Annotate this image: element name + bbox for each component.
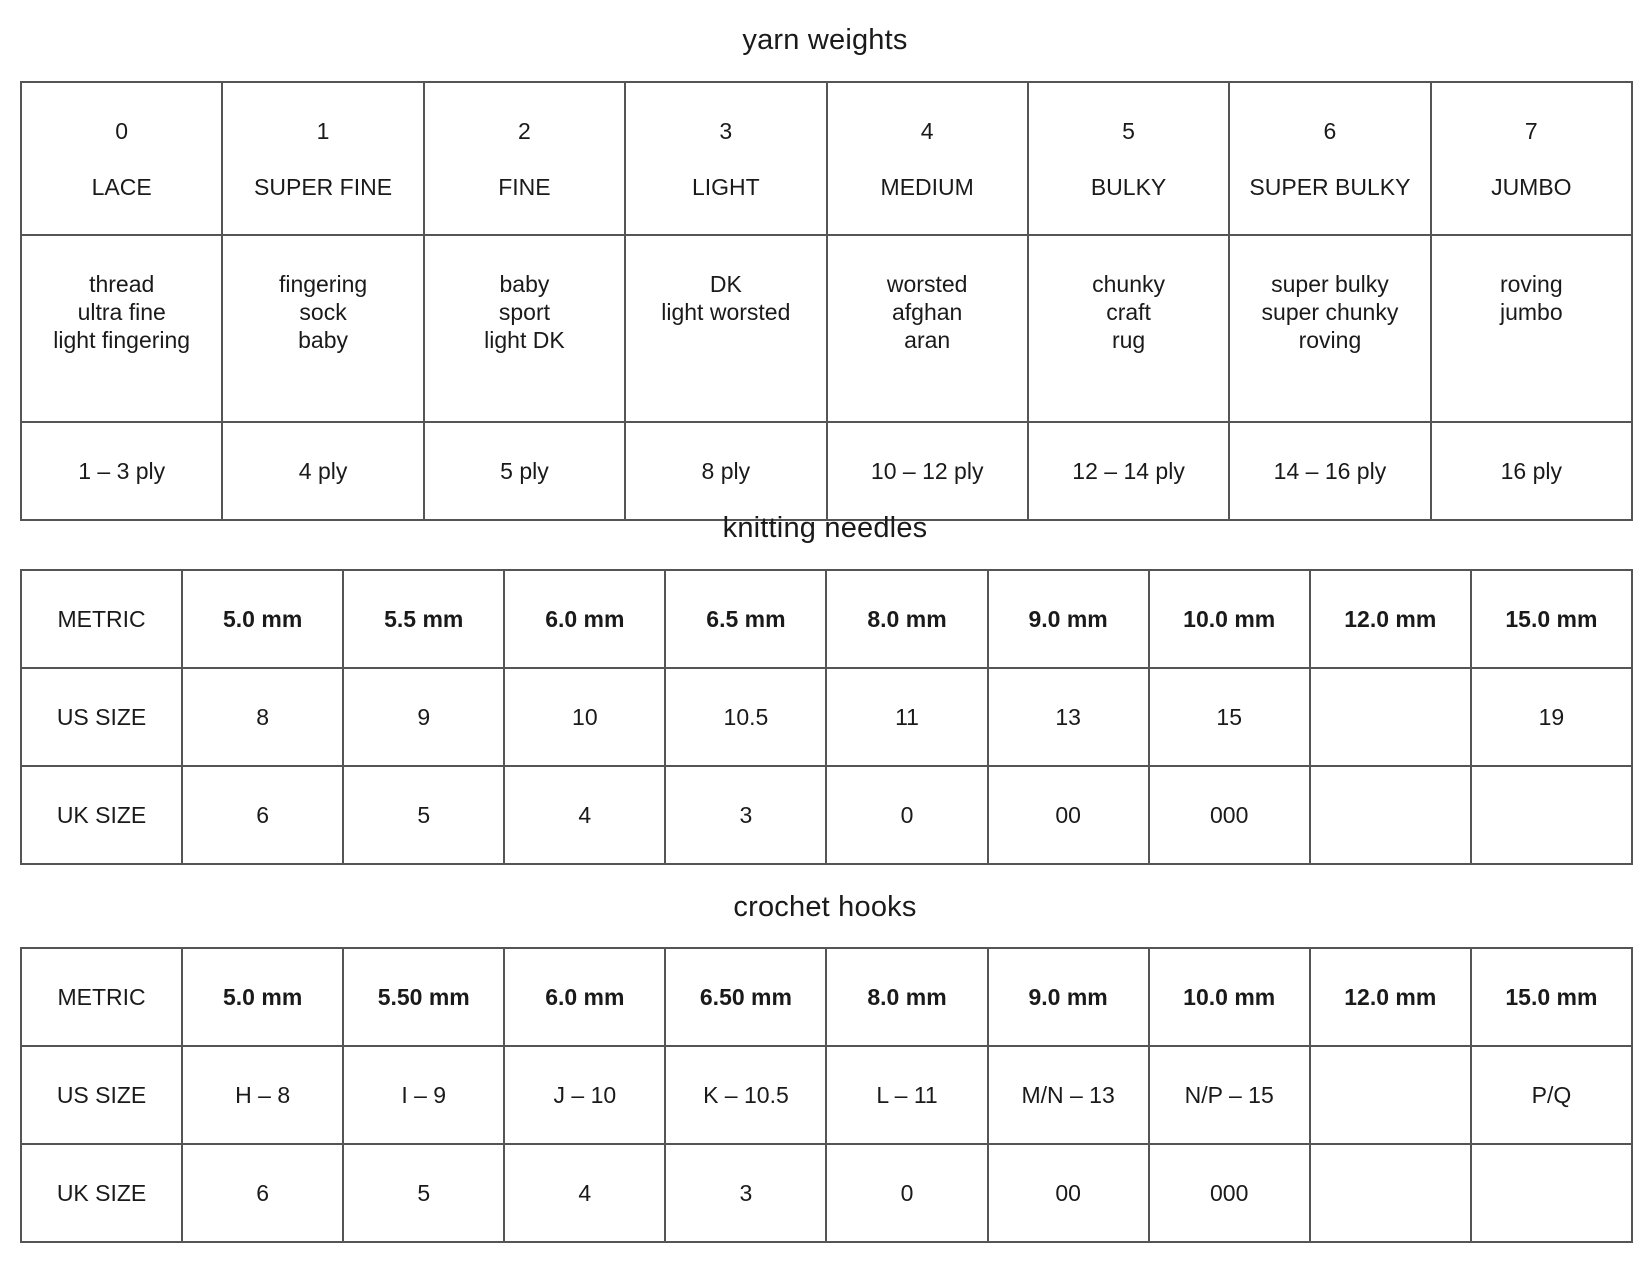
yarn-name: roving [1298,327,1362,353]
hook-cell: 6.0 mm [504,948,665,1046]
crochet-hooks-title: crochet hooks [733,891,917,923]
needle-cell: 5.5 mm [343,570,504,668]
row-label: METRIC [21,570,182,668]
hook-cell: 12.0 mm [1310,948,1471,1046]
yarn-name: sock [299,299,347,325]
needle-cell: 9 [343,668,504,766]
yarn-grade-label: SUPER FINE [254,173,393,200]
yarn-names-row [21,235,1632,422]
hook-cell: 5.0 mm [182,948,343,1046]
needle-us-row [21,668,1632,766]
hook-cell [1310,1046,1471,1144]
needle-cell: 6.5 mm [665,570,826,668]
yarn-grade-cell [827,82,1028,235]
yarn-name: sport [498,299,550,325]
yarn-grade-label: BULKY [1090,173,1167,200]
yarn-ply-row [21,422,1632,520]
yarn-name: chunky [1092,271,1165,297]
yarn-names-cell [1229,235,1430,422]
yarn-name: craft [1106,299,1151,325]
needle-cell: 0 [826,766,987,864]
yarn-name: super chunky [1261,299,1399,325]
needle-cell: 8.0 mm [826,570,987,668]
hook-cell: N/P – 15 [1149,1046,1310,1144]
hook-cell: I – 9 [343,1046,504,1144]
yarn-grade-cell [1229,82,1430,235]
hook-metric-row [21,948,1632,1046]
needle-cell: 12.0 mm [1310,570,1471,668]
needle-cell: 4 [504,766,665,864]
yarn-grade-label: LACE [91,173,152,200]
yarn-grade-label: MEDIUM [880,173,974,200]
yarn-grade-number: 4 [920,117,934,144]
yarn-weights-table [20,81,1633,521]
yarn-names-cell [625,235,826,422]
hook-cell: 0 [826,1144,987,1242]
yarn-ply-cell: 4 ply [222,422,423,520]
hook-cell: 15.0 mm [1471,948,1632,1046]
hook-cell: P/Q [1471,1046,1632,1144]
row-label: UK SIZE [21,1144,182,1242]
yarn-name: light fingering [53,327,191,353]
hook-cell: 5.50 mm [343,948,504,1046]
yarn-ply-cell: 5 ply [424,422,625,520]
needle-cell: 3 [665,766,826,864]
yarn-name: roving [1499,271,1563,297]
needle-cell: 6.0 mm [504,570,665,668]
hook-cell: 000 [1149,1144,1310,1242]
needle-cell: 9.0 mm [988,570,1149,668]
yarn-name: thread [89,271,155,297]
yarn-name: aran [904,327,951,353]
hook-cell: J – 10 [504,1046,665,1144]
yarn-grade-cell [21,82,222,235]
yarn-grade-label: LIGHT [691,173,760,200]
yarn-ply-cell: 8 ply [625,422,826,520]
needle-cell: 15.0 mm [1471,570,1632,668]
needle-cell [1310,766,1471,864]
needle-cell: 6 [182,766,343,864]
needle-metric-row [21,570,1632,668]
yarn-grade-number: 2 [518,117,531,144]
needle-cell [1310,668,1471,766]
yarn-name: super bulky [1271,271,1389,297]
needle-cell: 10.0 mm [1149,570,1310,668]
needle-cell [1471,766,1632,864]
needle-cell: 10.5 [665,668,826,766]
yarn-weights-title: yarn weights [742,24,908,56]
yarn-names-cell [827,235,1028,422]
hook-cell: 9.0 mm [988,948,1149,1046]
needle-cell: 5.0 mm [182,570,343,668]
needle-cell: 5 [343,766,504,864]
yarn-name: jumbo [1499,299,1563,325]
crochet-hooks-table [20,947,1633,1243]
knitting-needles-table [20,569,1633,865]
yarn-name: worsted [886,271,968,297]
hook-cell: 6 [182,1144,343,1242]
hook-cell: 4 [504,1144,665,1242]
yarn-grade-label: JUMBO [1491,173,1572,200]
needle-cell: 00 [988,766,1149,864]
yarn-grade-number: 6 [1323,117,1337,144]
knitting-needles-title: knitting needles [722,512,928,544]
yarn-ply-cell: 14 – 16 ply [1229,422,1430,520]
yarn-name: fingering [278,271,368,297]
yarn-name: DK [709,271,742,297]
yarn-name: baby [499,271,550,297]
needle-cell: 000 [1149,766,1310,864]
row-label: METRIC [21,948,182,1046]
needle-uk-row [21,766,1632,864]
yarn-names-cell [21,235,222,422]
yarn-grade-cell [424,82,625,235]
yarn-name: light worsted [661,299,791,325]
needle-cell: 10 [504,668,665,766]
yarn-grade-cell [1028,82,1229,235]
yarn-grade-cell [625,82,826,235]
hook-cell: M/N – 13 [988,1046,1149,1144]
hook-cell: 6.50 mm [665,948,826,1046]
yarn-grade-cell [1431,82,1632,235]
needle-cell: 15 [1149,668,1310,766]
yarn-names-cell [424,235,625,422]
hook-cell: K – 10.5 [665,1046,826,1144]
needle-cell: 19 [1471,668,1632,766]
hook-cell: 8.0 mm [826,948,987,1046]
yarn-grade-number: 3 [719,117,733,144]
hook-cell: 3 [665,1144,826,1242]
row-label: US SIZE [21,1046,182,1144]
yarn-ply-cell: 12 – 14 ply [1028,422,1229,520]
hook-cell: H – 8 [182,1046,343,1144]
yarn-name: afghan [892,299,963,325]
hook-cell [1471,1144,1632,1242]
yarn-names-cell [1431,235,1632,422]
hook-us-row [21,1046,1632,1144]
yarn-grade-number: 5 [1122,117,1135,144]
row-label: UK SIZE [21,766,182,864]
yarn-ply-cell: 1 – 3 ply [21,422,222,520]
yarn-name: rug [1111,327,1146,353]
yarn-grade-number: 1 [316,117,330,144]
yarn-grade-row [21,82,1632,235]
needle-cell: 11 [826,668,987,766]
needle-cell: 13 [988,668,1149,766]
yarn-grade-number: 0 [115,117,129,144]
yarn-grade-label: FINE [498,173,551,200]
yarn-names-cell [1028,235,1229,422]
yarn-grade-label: SUPER BULKY [1249,173,1411,200]
yarn-name: ultra fine [77,299,166,325]
yarn-names-cell [222,235,423,422]
hook-uk-row [21,1144,1632,1242]
hook-cell: 5 [343,1144,504,1242]
yarn-grade-cell [222,82,423,235]
needle-cell: 8 [182,668,343,766]
row-label: US SIZE [21,668,182,766]
hook-cell: 10.0 mm [1149,948,1310,1046]
yarn-name: baby [298,327,348,353]
hook-cell: 00 [988,1144,1149,1242]
yarn-ply-cell: 16 ply [1431,422,1632,520]
hook-cell [1310,1144,1471,1242]
hook-cell: L – 11 [826,1046,987,1144]
yarn-name: light DK [484,327,565,353]
yarn-grade-number: 7 [1524,117,1538,144]
yarn-ply-cell: 10 – 12 ply [827,422,1028,520]
